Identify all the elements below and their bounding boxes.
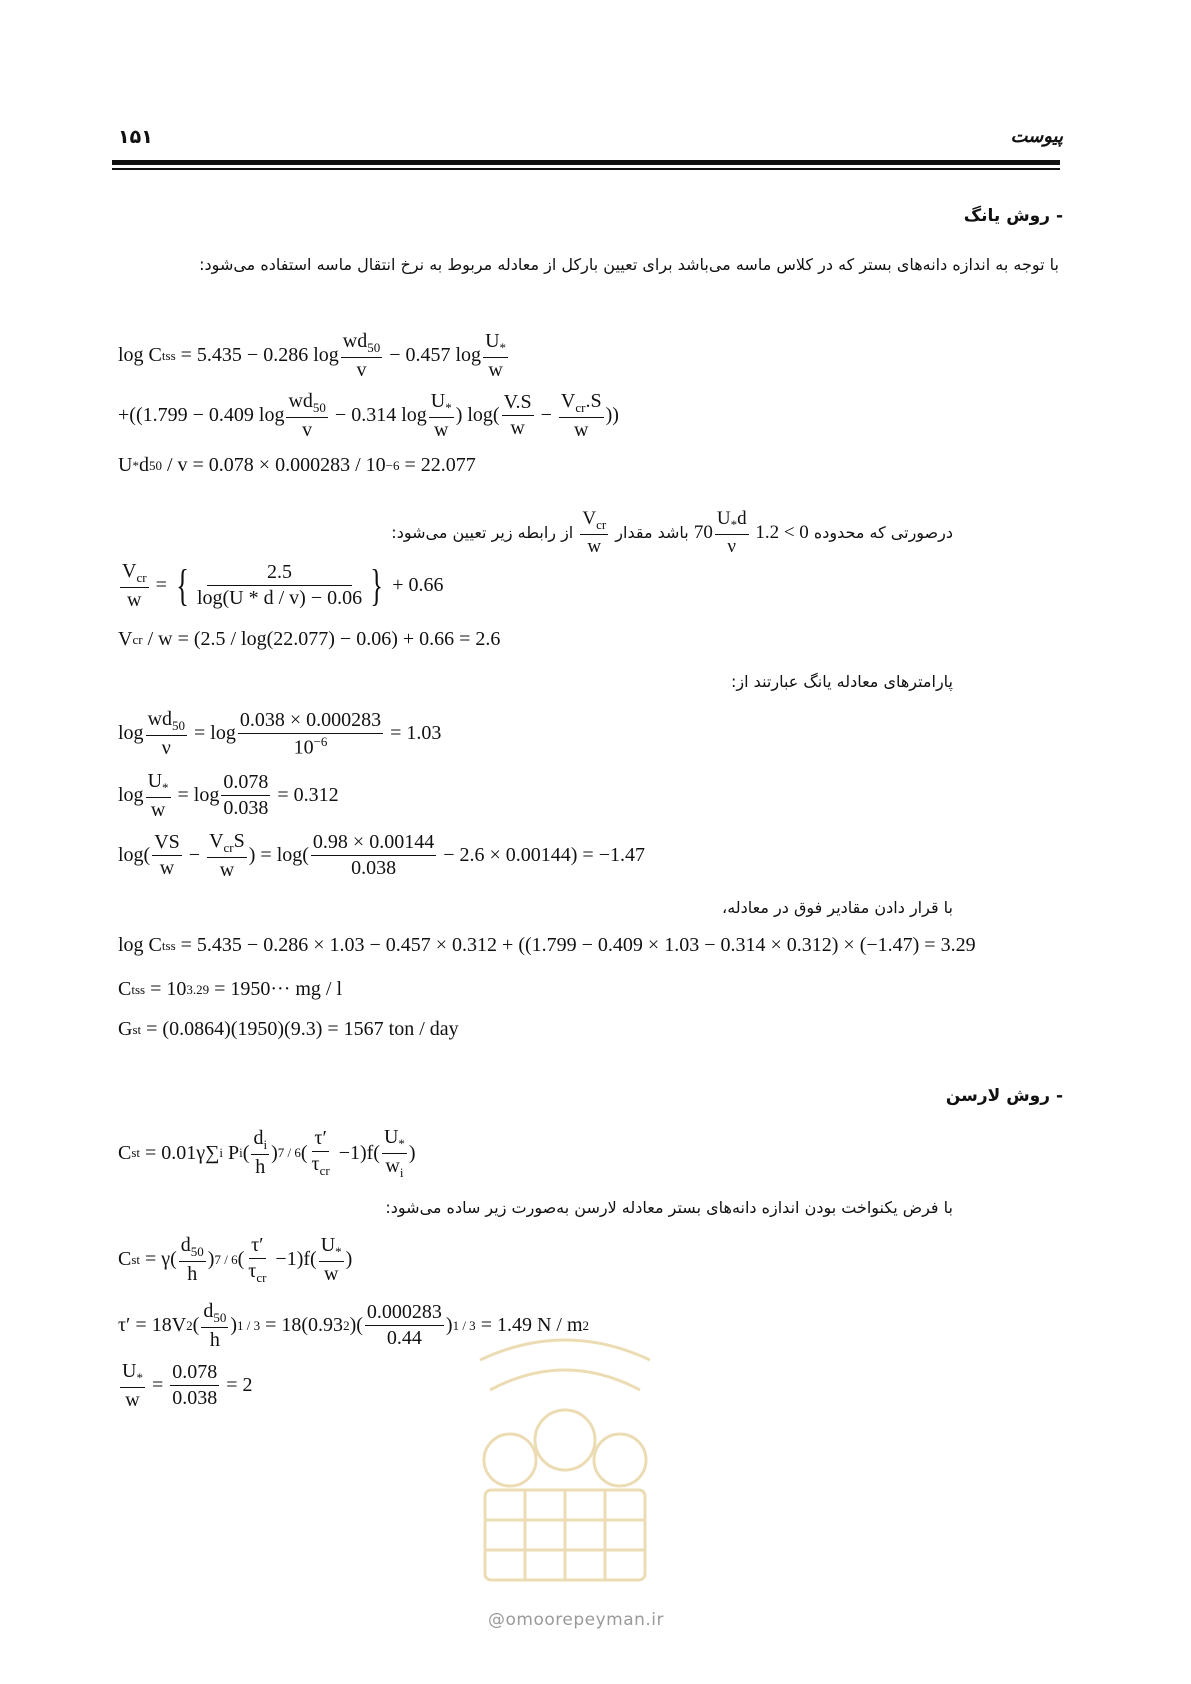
running-title: پیوست	[1010, 126, 1063, 147]
watermark-logo-icon	[450, 1320, 680, 1600]
page-number: ۱۵۱	[118, 126, 153, 148]
watermark-site-text: @omoorepeyman.ir	[488, 1610, 665, 1630]
equation-larsen-simplified: C st = γ( $d_{50}$ h ) 7 / 6 ( τ′ $\tau_{cr}$ −1)f( $U_*$ w )	[118, 1234, 353, 1285]
equation-param-2: log $U_*$ w = log $\frac{0.078}{0.038}$ = 0.312	[118, 770, 339, 821]
header-rule-thin	[112, 168, 1060, 170]
equation-gst-value: G st = (0.0864)(1950)(9.3) = 1567 ton / day	[118, 1018, 459, 1040]
equation-param-3: log( VS w − $V_{cr}S$ w ) = log( 0.98 × 0.00144 0.038 − 2.6 × 0.00144) = −1.47	[118, 830, 645, 881]
equation-vcr-value: V cr / w = (2.5 / log(22.077) − 0.06) + 0.66 = 2.6	[118, 628, 501, 650]
yang-substitute-text: با قرار دادن مقادیر فوق در معادله،	[722, 898, 953, 917]
larsen-assume-text: با فرض یکنواخت بودن اندازه دانه‌های بستر معادله لارسن به‌صورت زیر ساده می‌شود:	[385, 1198, 953, 1217]
equation-yang-1: log C tss = 5.435 − 0.286 log $wd_{50}$ v − 0.457 log $U_*$ w	[118, 330, 507, 381]
yang-params-intro: پارامترهای معادله یانگ عبارتند از:	[731, 672, 953, 691]
equation-ctss-value: C tss = 10 3.29 = 1950··· mg / l	[118, 978, 343, 1000]
equation-larsen-general: C st = 0.01γ ∑ i P i ( $d_i$ h ) 7 / 6 ( τ′ $\tau_{cr}$ −1)f( $U_*$ $w_i$ )	[118, 1126, 416, 1180]
yang-intro-paragraph: با توجه به اندازه دانه‌های بستر که در کلاس ماسه می‌باشد برای تعیین بارکل از معادله مربوط به نرخ انتقال ماسه استفاده می‌شود:	[199, 255, 1059, 274]
equation-tau-prime: τ′ = 18V 2 ( $d_{50}$ h ) 1 / 3 = 18(0.93 2 )( 0.000283 0.44 ) 1 / 3 = 1.49 N / m 2	[118, 1300, 590, 1351]
equation-yang-2: +(( 1.799 − 0.409 log $wd_{50}$ v − 0.314 log $U_*$ w ) log( V.S w − $V_{cr}.S$ w ))	[118, 390, 619, 441]
yang-range-condition: درصورتی که محدوده 70 $U_*d$ ν 1.2 < 0 باشد مقدار $V_{cr}$ w از رابطه زیر تعیین می‌شود:	[391, 508, 953, 557]
equation-log-ctss-value: log C tss = 5.435 − 0.286 × 1.03 − 0.457 × 0.312 + ((1.799 − 0.409 × 1.03 − 0.314 × 0.312) × (−1.47) = 3.29	[118, 934, 976, 956]
equation-yang-3: U * d 50 / v = 0.078 × 0.000283 / 10 −6 = 22.077	[118, 454, 476, 476]
section-heading-yang: - روش یانگ	[963, 206, 1063, 226]
section-heading-larsen: - روش لارسن	[945, 1086, 1063, 1106]
header-rule-thick	[112, 160, 1060, 165]
equation-vcr-formula: $V_{cr}$ w = { 2.5 log(U * d / v) − 0.06 } + 0.66	[122, 560, 444, 611]
equation-ustar-ratio: $U_*$ w = $\frac{0.078}{0.038}$ = 2	[122, 1360, 253, 1411]
equation-param-1: log $wd_{50}$ ν = log $\frac{0.038 \times 0.000283}{10^{-6}}$ = 1.03	[118, 708, 442, 759]
